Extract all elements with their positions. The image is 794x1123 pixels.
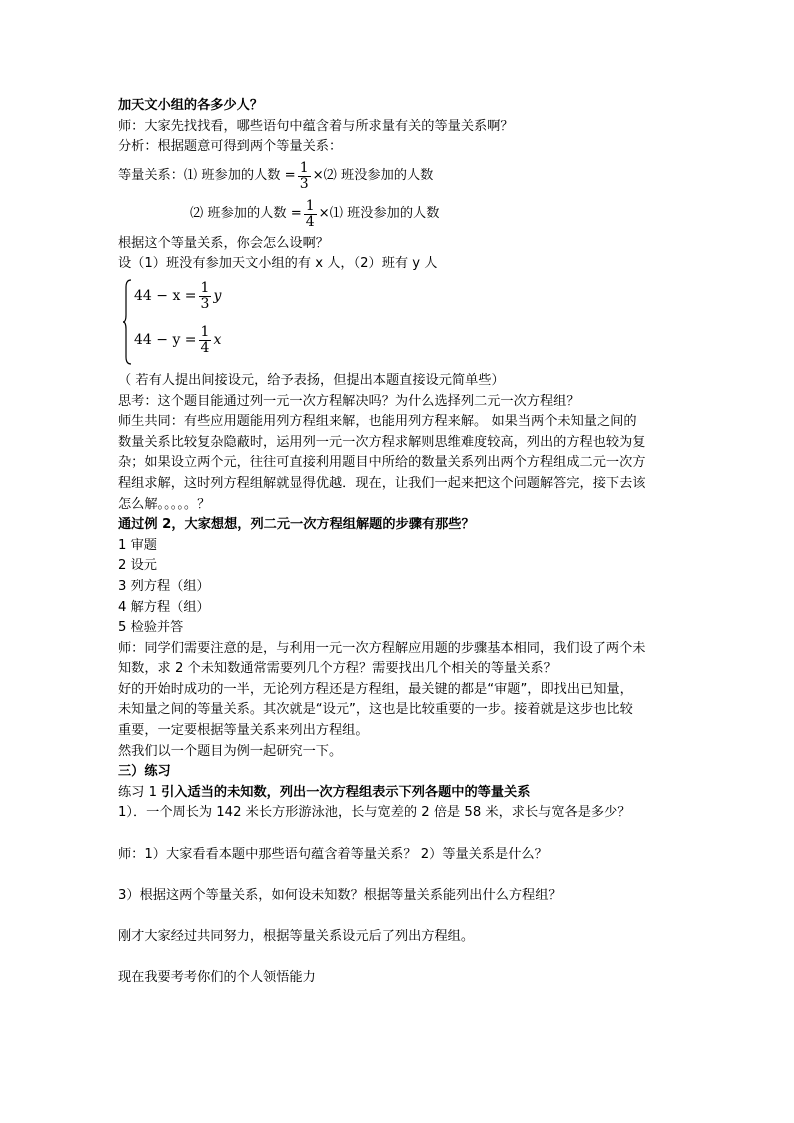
step-item: 4 解方程（组） (118, 599, 210, 615)
left-brace-icon (122, 279, 132, 365)
closing-line: 现在我要考考你们的个人领悟能力 (118, 970, 316, 986)
discussion-line-4: 程组求解，这时列方程组解就显得优越．现在，让我们一起来把这个问题解答完，接下去该 (118, 475, 646, 491)
exercise-title (118, 783, 688, 804)
spacer (118, 906, 688, 927)
discussion-line-2: 数量关系比较复杂隐蔽时，运用列一元一次方程求解则思维难度较高，列出的方程也较为复 (118, 434, 646, 450)
fraction-one-quarter (199, 325, 212, 356)
teacher-remark-4: 未知量之间的等量关系。其次就是“设元”，这也是比较重要的一步。接着就是这步也比较 (118, 702, 633, 718)
section-heading-practice: 三）练习 (118, 764, 171, 780)
fraction-denominator: 4 (200, 339, 210, 356)
step-item: 5 检验并答 (118, 620, 184, 636)
fraction-numerator: 1 (200, 279, 210, 296)
teacher-question-2: 3）根据这两个等量关系，如何设未知数？根据等量关系能列出什么方程组？ (118, 887, 562, 903)
teacher-remark-1: 师：同学们需要注意的是，与利用一元一次方程解应用题的步骤基本相同，我们设了两个未 (118, 640, 646, 656)
system-eq2-variable: x (213, 332, 222, 349)
fraction-numerator: 1 (305, 198, 315, 215)
system-eq1-variable: y (213, 288, 222, 305)
step-item: 1 审题 (118, 537, 157, 553)
exercise-problem: 1）．一个周长为 142 米长方形游泳池，长与宽差的 2 倍是 58 米，求长与宽各是多少？ (118, 805, 631, 821)
setup-question: 根据这个等量关系，你会怎么设啊？ (118, 235, 329, 251)
teacher-prompt: 师：大家先找找看，哪些语句中蕴含着与所求量有关的等量关系啊？ (118, 118, 514, 134)
teacher-remark-6: 然我们以一个题目为例一起研究一下。 (118, 743, 343, 759)
thinking-question: 思考：这个题目能通过列一元一次方程解决吗？为什么选择列二元一次方程组？ (118, 393, 580, 409)
exercise-instruction: 引入适当的未知数，列出一次方程组表示下列各题中的等量关系 (161, 784, 531, 800)
system-eq1-left: 44 − x = (134, 288, 197, 305)
eq2-prefix: ⑵ 班参加的人数 = (190, 206, 302, 222)
fraction-denominator: 4 (305, 214, 315, 231)
teacher-note: （ 若有人提出间接设元，给予表扬，但提出本题直接设元简单些） (118, 372, 505, 388)
fraction-denominator: 3 (299, 176, 309, 193)
question-line: 加天文小组的各多少人？ (118, 98, 264, 113)
spacer (118, 824, 688, 845)
system-equation-1 (134, 281, 221, 312)
eq1-prefix: 等量关系：⑴ 班参加的人数 = (118, 168, 296, 184)
exercise-number: 练习 1 (118, 784, 162, 800)
eq2-suffix: ×⑴ 班没参加的人数 (318, 206, 440, 222)
equation-relation-2 (118, 196, 688, 234)
eq1-suffix: ×⑵ 班没参加的人数 (312, 168, 434, 184)
teacher-question-1: 师：1）大家看看本题中那些语句蕴含着等量关系？ 2）等量关系是什么？ (118, 846, 548, 862)
fraction-one-quarter (304, 199, 317, 230)
fraction-denominator: 3 (200, 295, 210, 312)
system-equation-2 (134, 325, 221, 356)
teacher-remark-3: 好的开始时成功的一半，无论列方程还是方程组，最关键的都是“审题”，即找出已知量， (118, 681, 633, 697)
discussion-line-1: 师生共同：有些应用题能用列方程组来解，也能用列方程来解。 如果当两个未知量之间的 (118, 414, 637, 430)
teacher-remark-2: 知数，求 2 个未知数通常需要列几个方程？需要找出几个相关的等量关系？ (118, 661, 557, 677)
teacher-remark-5: 重要，一定要根据等量关系来列出方程组。 (118, 723, 369, 739)
equation-relation-1 (118, 158, 688, 196)
step-item: 3 列方程（组） (118, 578, 210, 594)
discussion-line-3: 杂；如果设立两个元，往往可直接利用题目中所给的数量关系列出两个方程组成二元一次方 (118, 455, 646, 471)
system-eq2-left: 44 − y = (134, 332, 197, 349)
equation-system (122, 277, 688, 369)
spacer (118, 948, 688, 969)
fraction-one-third (199, 281, 212, 312)
variable-definition: 设（1）班没有参加天文小组的有 x 人，（2）班有 y 人 (118, 256, 438, 272)
summary-line: 刚才大家经过共同努力，根据等量关系设元后了列出方程组。 (118, 929, 475, 944)
analysis-line: 分析：根据题意可得到两个等量关系： (118, 139, 343, 155)
fraction-numerator: 1 (200, 323, 210, 340)
step-item: 2 设元 (118, 558, 157, 574)
document-body (118, 96, 688, 989)
spacer (118, 865, 688, 886)
steps-heading: 通过例 2，大家想想，列二元一次方程组解题的步骤有那些？ (118, 517, 475, 533)
fraction-one-third (298, 161, 311, 192)
discussion-line-5: 怎么解。。。。。？ (118, 496, 211, 512)
fraction-numerator: 1 (299, 160, 309, 177)
